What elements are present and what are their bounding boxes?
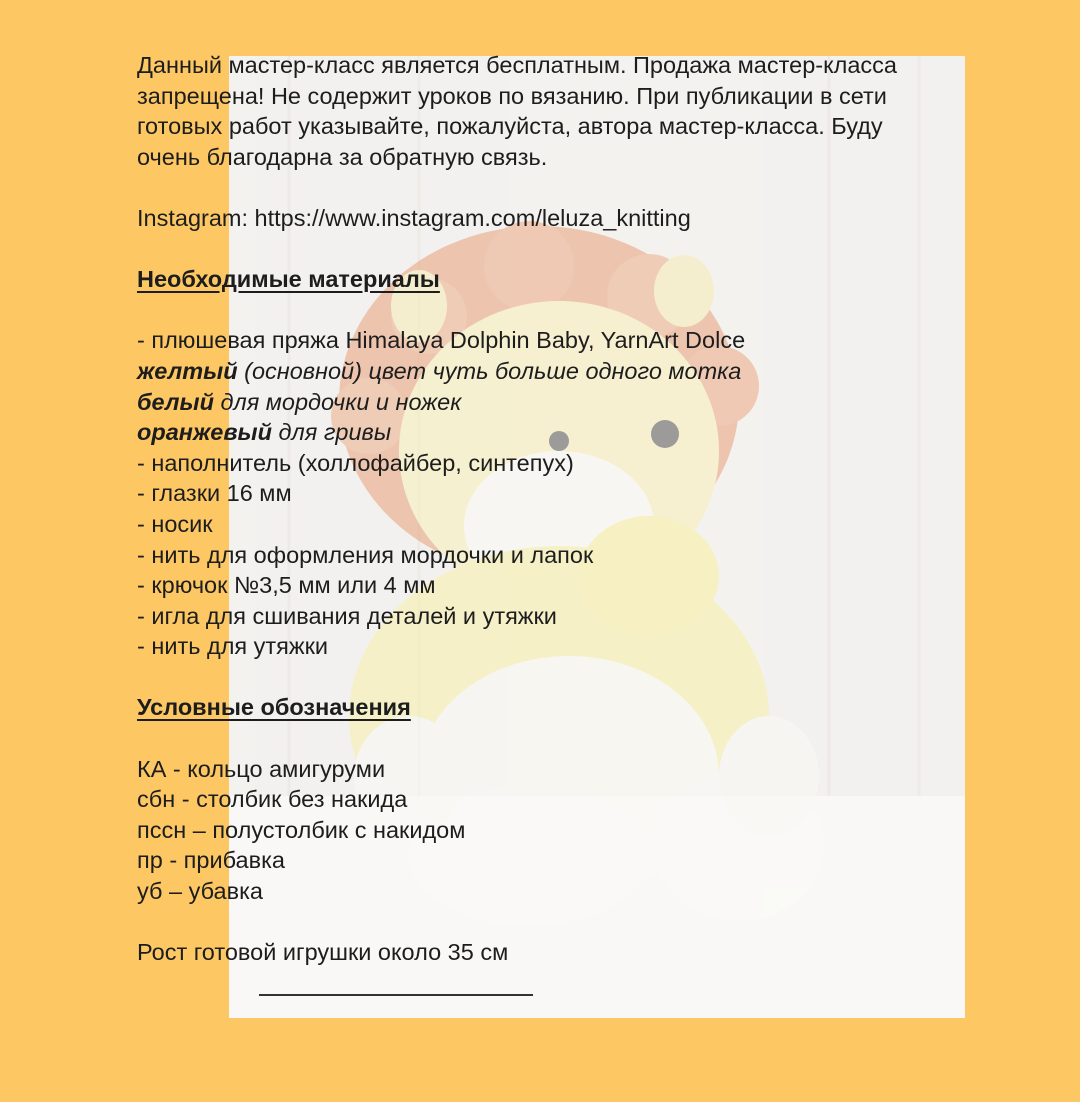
divider-line bbox=[259, 994, 533, 996]
materials-item: - глазки 16 мм bbox=[137, 480, 292, 507]
color-orange-name: оранжевый bbox=[137, 419, 272, 446]
materials-item: - носик bbox=[137, 510, 213, 537]
color-orange bbox=[137, 417, 1037, 448]
intro-line-4: очень благодарна за обратную связь. bbox=[137, 143, 548, 170]
spacer bbox=[137, 907, 1037, 938]
color-yellow-desc: (основной) цвет чуть больше одного мотка bbox=[237, 357, 742, 384]
legend-item: пр - прибавка bbox=[137, 847, 285, 874]
legend-item: пссн – полустолбик с накидом bbox=[137, 816, 466, 843]
intro-line-2: запрещена! Не содержит уроков по вязанию. При публикации в сети bbox=[137, 82, 887, 109]
intro-line-1: Данный мастер-класс является бесплатным. Продажа мастер-класса bbox=[137, 52, 897, 78]
legend-heading: Условные обозначения bbox=[137, 694, 411, 721]
instagram-link[interactable]: Instagram: https://www.instagram.com/leluza_knitting bbox=[137, 204, 691, 231]
toy-height-note: Рост готовой игрушки около 35 см bbox=[137, 939, 509, 966]
spacer bbox=[137, 723, 1037, 754]
color-white-name: белый bbox=[137, 388, 214, 415]
materials-yarn: - плюшевая пряжа Himalaya Dolphin Baby, YarnArt Dolce bbox=[137, 327, 746, 354]
color-white bbox=[137, 387, 1037, 418]
spacer bbox=[137, 234, 1037, 265]
materials-item: - крючок №3,5 мм или 4 мм bbox=[137, 572, 436, 599]
legend-item: сбн - столбик без накида bbox=[137, 786, 408, 813]
materials-item: - наполнитель (холлофайбер, синтепух) bbox=[137, 449, 574, 476]
spacer bbox=[137, 172, 1037, 203]
intro-line-3: готовых работ указывайте, пожалуйста, автора мастер-класса. Буду bbox=[137, 113, 883, 140]
color-white-desc: для мордочки и ножек bbox=[213, 388, 462, 415]
color-orange-desc: для гривы bbox=[271, 419, 392, 446]
materials-item: - нить для утяжки bbox=[137, 633, 329, 660]
spacer bbox=[137, 662, 1037, 693]
color-yellow bbox=[137, 356, 1037, 387]
materials-heading: Необходимые материалы bbox=[137, 266, 440, 293]
legend-item: КА - кольцо амигуруми bbox=[137, 755, 386, 782]
pattern-text bbox=[137, 50, 1037, 968]
spacer bbox=[137, 295, 1037, 326]
materials-item: - нить для оформления мордочки и лапок bbox=[137, 541, 594, 568]
color-yellow-name: желтый bbox=[137, 357, 238, 384]
legend-item: уб – убавка bbox=[137, 878, 263, 905]
materials-item: - игла для сшивания деталей и утяжки bbox=[137, 602, 557, 629]
